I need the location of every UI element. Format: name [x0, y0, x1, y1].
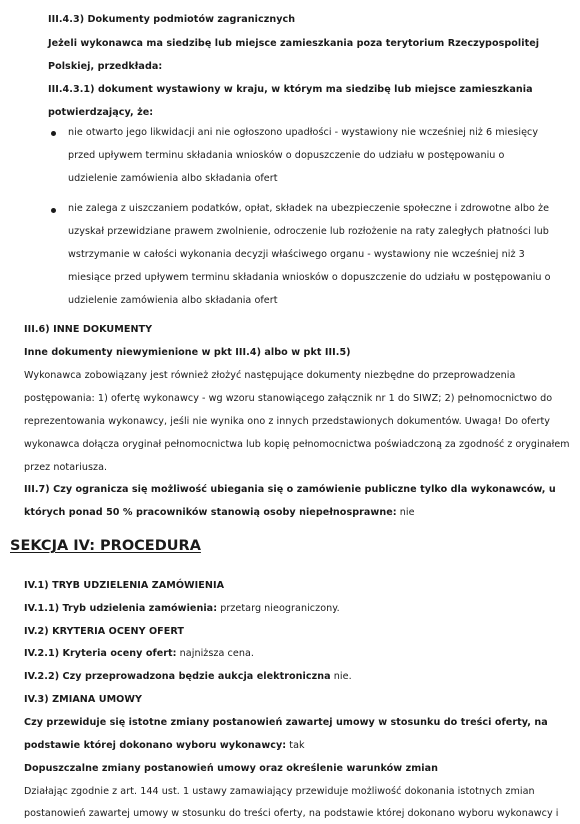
bullet-2-line-3: wstrzymanie w całości wykonania decyzji właściwego organu - wystawiony nie wcześniej niż 3 — [68, 249, 525, 260]
bullet-2-line-2: uzyskał przewidziane prawem zwolnienie, odroczenie lub rozłożenie na raty zaległych płatności lub — [68, 226, 549, 237]
bullet-2-line-1: nie zalega z uiszczaniem podatków, opłat, składek na ubezpieczenie społeczne i zdrowotne albo że — [68, 203, 550, 214]
heading-iii-4-3-1-line-1: III.4.3.1) dokument wystawiony w kraju, w którym ma siedzibę lub miejsce zamieszkania — [48, 84, 533, 95]
heading-iv-1: IV.1) TRYB UDZIELENIA ZAMÓWIENIA — [24, 580, 225, 591]
iv-1-1-value: przetarg nieograniczony. — [220, 603, 340, 614]
heading-iv-2: IV.2) KRYTERIA OCENY OFERT — [24, 626, 184, 637]
bullet-1-line-2: przed upływem terminu składania wniosków o dopuszczenie do udziału w postępowaniu o — [68, 150, 505, 161]
bullet-2-line-5: udzielenie zamówienia albo składania ofert — [68, 295, 278, 306]
contract-change-question-line-1: Czy przewiduje się istotne zmiany postanowień zawartej umowy w stosunku do treści oferty, na — [24, 717, 548, 728]
iv-2-1-line — [24, 648, 254, 659]
changes-paragraph-line-2: postanowień zawartej umowy w stosunku do treści oferty, na podstawie której dokonano wyboru wykonawcy i — [24, 808, 559, 819]
heading-iv-3: IV.3) ZMIANA UMOWY — [24, 694, 143, 705]
iv-1-1-label: IV.1.1) Tryb udzielenia zamówienia: — [24, 603, 218, 614]
heading-iii-4-3: III.4.3) Dokumenty podmiotów zagranicznych — [48, 14, 296, 25]
changes-paragraph-line-1: Działając zgodnie z art. 144 ust. 1 ustawy zamawiający przewiduje możliwość dokonania istotnych zmian — [24, 786, 535, 797]
other-docs-line-4: wykonawca dołącza oryginał pełnomocnictwa lub kopię pełnomocnictwa poświadczoną za zgodność z oryginałem — [24, 439, 570, 450]
iv-2-2-line — [24, 671, 352, 682]
question-iii-7-answer: nie — [399, 507, 415, 518]
contract-change-question-label: podstawie której dokonano wyboru wykonawcy: — [24, 740, 287, 751]
foreign-intro-line-1: Jeżeli wykonawca ma siedzibę lub miejsce zamieszkania poza terytorium Rzeczypospolitej — [48, 38, 540, 49]
iv-2-1-value: najniższa cena. — [179, 648, 254, 659]
contract-change-question-line-2 — [24, 740, 305, 751]
other-docs-line-3: reprezentowania wykonawcy, jeśli nie wynika ono z innych przedstawionych dokumentów. Uwaga! Do oferty — [24, 416, 551, 427]
contract-change-answer: tak — [289, 740, 305, 751]
other-docs-line-1: Wykonawca zobowiązany jest również złożyć następujące dokumenty niezbędne do przeprowadzenia — [24, 370, 516, 381]
heading-iii-6-sub: Inne dokumenty niewymienione w pkt III.4) albo w pkt III.5) — [24, 347, 351, 358]
iv-2-2-label: IV.2.2) Czy przeprowadzona będzie aukcja elektroniczna — [24, 671, 331, 682]
bullet-1-line-1: nie otwarto jego likwidacji ani nie ogłoszono upadłości - wystawiony nie wcześniej niż 6 miesięcy — [68, 127, 539, 138]
heading-iii-4-3-1-line-2: potwierdzający, że: — [48, 107, 154, 118]
question-iii-7-label: których ponad 50 % pracowników stanowią osoby niepełnosprawne: — [24, 507, 397, 518]
section-iv-title: SEKCJA IV: PROCEDURA — [10, 538, 201, 554]
iv-1-1-line — [24, 603, 340, 614]
other-docs-line-2: postępowania: 1) ofertę wykonawcy - wg wzoru stanowiącego załącznik nr 1 do SIWZ; 2) pełnomocnictwo do — [24, 393, 553, 404]
foreign-intro-line-2: Polskiej, przedkłada: — [48, 61, 163, 72]
iv-2-2-value: nie. — [333, 671, 352, 682]
question-iii-7-line-1: III.7) Czy ogranicza się możliwość ubiegania się o zamówienie publiczne tylko dla wykonawców, u — [24, 484, 556, 495]
bullet-2-line-4: miesiące przed upływem terminu składania wniosków o dopuszczenie do udziału w postępowaniu o — [68, 272, 551, 283]
bullet-dot-icon — [51, 208, 56, 213]
heading-iii-6: III.6) INNE DOKUMENTY — [24, 324, 153, 335]
bullet-1-line-3: udzielenie zamówienia albo składania ofert — [68, 173, 278, 184]
other-docs-line-5: przez notariusza. — [24, 462, 108, 473]
iv-2-1-label: IV.2.1) Kryteria oceny ofert: — [24, 648, 177, 659]
bullet-dot-icon — [51, 131, 56, 136]
permitted-changes-heading: Dopuszczalne zmiany postanowień umowy oraz określenie warunków zmian — [24, 763, 438, 774]
question-iii-7-line-2 — [24, 507, 415, 518]
